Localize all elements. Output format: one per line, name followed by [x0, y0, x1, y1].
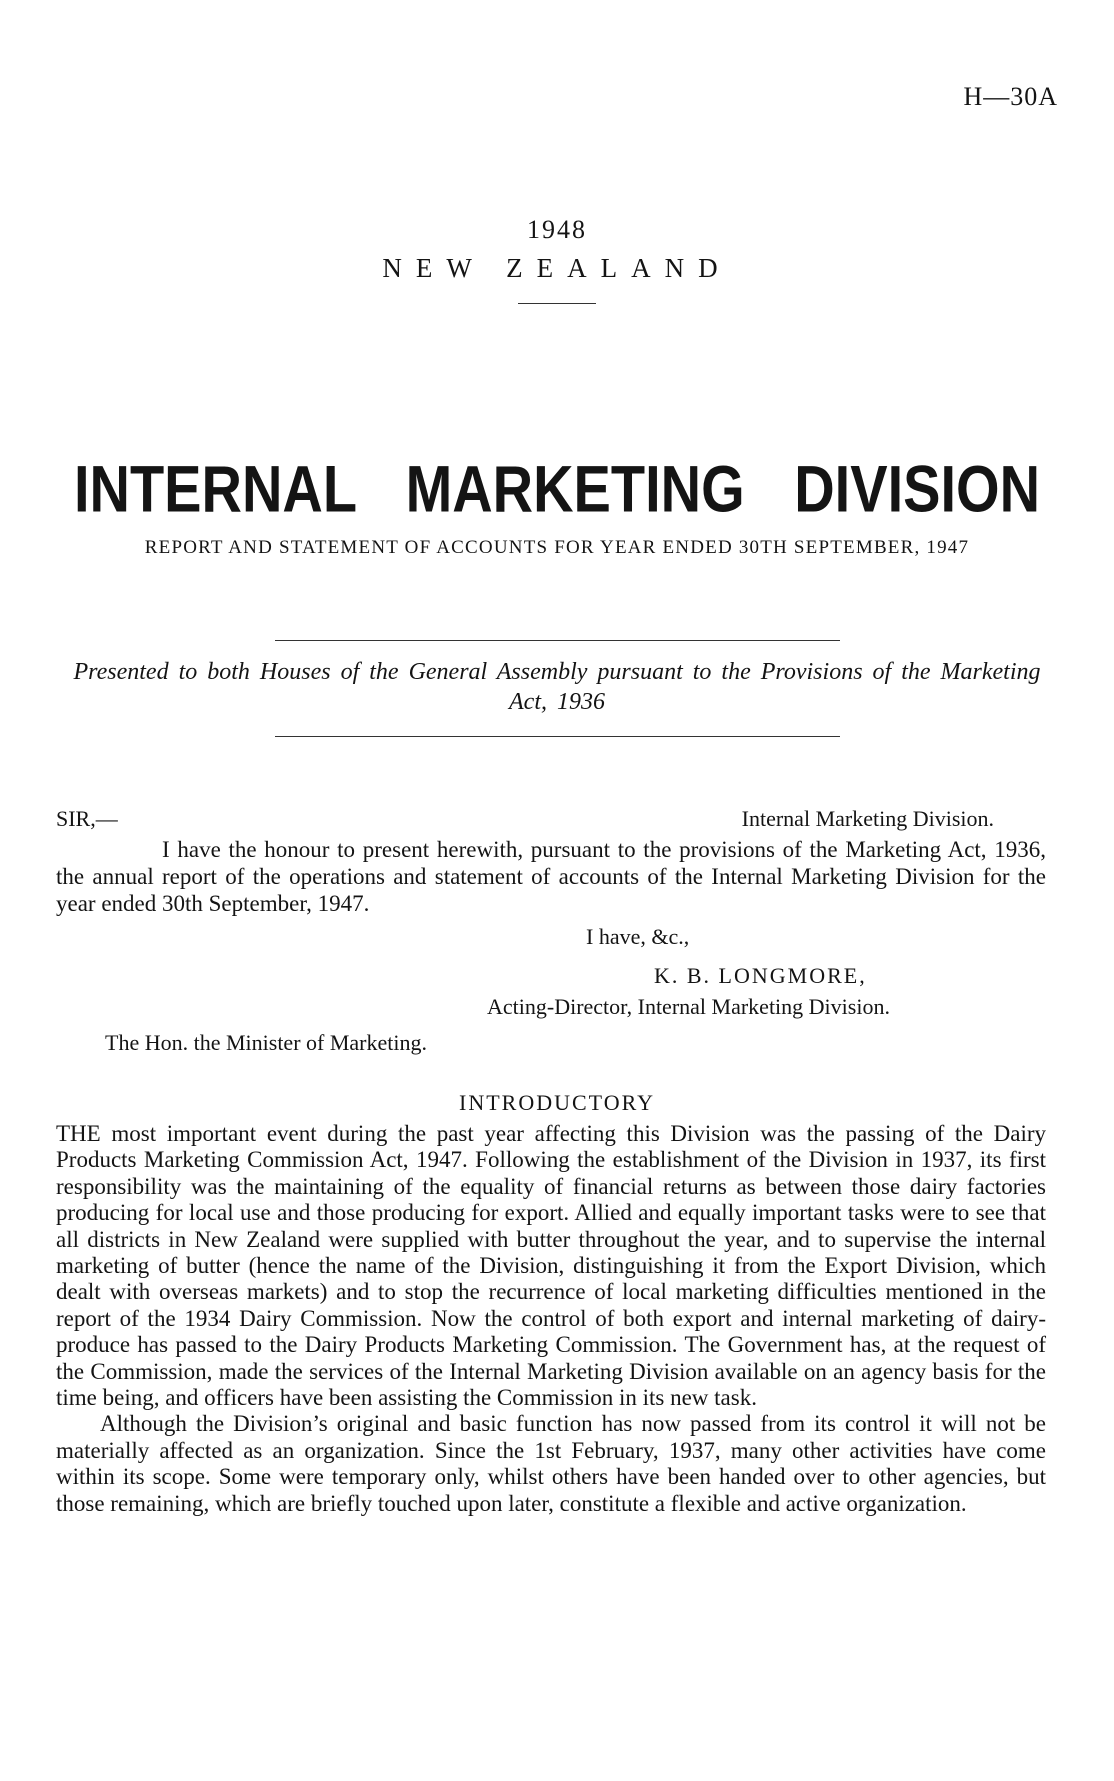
letter-signer: K. B. LONGMORE,	[654, 963, 867, 988]
document-title: INTERNAL MARKETING DIVISION	[73, 451, 1041, 526]
document-reference: H—30A	[963, 82, 1058, 111]
letter-closing: I have, &c.,	[586, 924, 690, 949]
letter-salutation: SIR,—	[56, 806, 118, 831]
paragraph-1-text: most important event during the past year affecting this Division was the passing of the Dairy Products Marketing Commission Act, 1947. Following the establishment of the Division in 1937, its first responsibility was the maintaining of the equality of financial returns as between those dairy factories producing for local use and those producing for export. Allied and equally important tasks were to see that all districts in New Zealand were supplied with butter throughout the year, and to supervise the internal marketing of butter (hence the name of the Division, distinguishing it from the Export Division, which dealt with overseas markets) and to stop the recurrence of local marketing difficulties mentioned in the report of the 1934 Dairy Commission. Now the control of both export and internal marketing of dairy-produce has passed to the Dairy Products Marketing Commission. The Government has, at the request of the Commission, made the services of the Internal Marketing Division available on an agency basis for the time being, and officers have been assisting the Commission in its new task.	[56, 1121, 1047, 1411]
paragraph-1	[56, 1121, 1046, 1411]
divider-upper	[275, 640, 840, 641]
presented-text: Presented to both Houses of the General Assembly pursuant to the Provisions of the Marketing Act, 1936	[73, 659, 1041, 715]
letter-address: Internal Marketing Division.	[741, 806, 994, 831]
section-heading: INTRODUCTORY	[459, 1090, 655, 1115]
document-subtitle: REPORT AND STATEMENT OF ACCOUNTS FOR YEAR ENDED 30TH SEPTEMBER, 1947	[144, 537, 970, 558]
letter-addressee: The Hon. the Minister of Marketing.	[105, 1030, 427, 1055]
divider-lower	[275, 736, 840, 737]
paragraph-1-lead: THE	[56, 1121, 101, 1146]
letter-body: I have the honour to present herewith, pursuant to the provisions of the Marketing Act, 1936, the annual report of the operations and statement of accounts of the Internal Marketing Division for the year ended 30th September, 1947.	[56, 837, 1046, 916]
introductory-body	[56, 1121, 1046, 1517]
country-heading: NEW ZEALAND	[382, 253, 732, 283]
presented-statement	[0, 657, 1114, 717]
report-year: 1948	[527, 215, 587, 244]
paragraph-2: Although the Division’s original and basic function has now passed from its control it will not be materially affected as an organization. Since the 1st February, 1937, many other activities have come within its scope. Some were temporary only, whilst others have been handed over to other agencies, but those remaining, which are briefly touched upon later, constitute a flexible and active organization.	[56, 1411, 1046, 1516]
divider-short	[518, 303, 596, 304]
signer-position: Acting-Director, Internal Marketing Division.	[487, 994, 890, 1019]
